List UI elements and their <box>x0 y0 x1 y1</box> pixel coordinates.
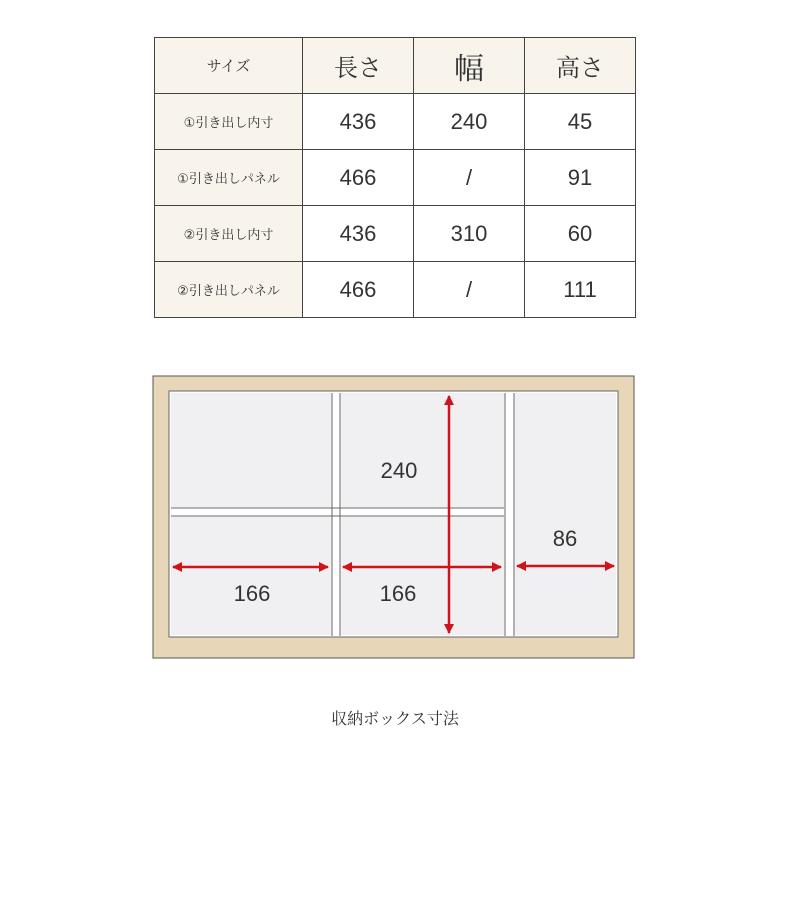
cell-height: 60 <box>525 206 636 262</box>
cell-height: 45 <box>525 94 636 150</box>
cell-height: 111 <box>525 262 636 318</box>
header-width: 幅 <box>414 38 525 94</box>
row-label: ②引き出し内寸 <box>155 206 303 262</box>
header-size: サイズ <box>155 38 303 94</box>
left-width-label: 166 <box>233 581 271 606</box>
right-width-label: 86 <box>552 526 578 551</box>
cell-length: 466 <box>303 150 414 206</box>
cell-width: 240 <box>414 94 525 150</box>
cell-width: / <box>414 150 525 206</box>
compartment-top-left <box>171 393 331 507</box>
header-length: 長さ <box>303 38 414 94</box>
cell-height: 91 <box>525 150 636 206</box>
cell-length: 436 <box>303 206 414 262</box>
depth-label: 240 <box>380 458 418 483</box>
row-label: ①引き出しパネル <box>155 150 303 206</box>
cell-length: 436 <box>303 94 414 150</box>
compartment-bottom-left <box>171 517 331 635</box>
middle-width-label: 166 <box>379 581 417 606</box>
diagram-caption: 収納ボックス寸法 <box>331 709 459 728</box>
header-height: 高さ <box>525 38 636 94</box>
compartment-bottom-middle <box>341 517 504 635</box>
row-label: ②引き出しパネル <box>155 262 303 318</box>
compartment-right <box>515 393 616 635</box>
cell-width: 310 <box>414 206 525 262</box>
cell-length: 466 <box>303 262 414 318</box>
row-label: ①引き出し内寸 <box>155 94 303 150</box>
compartment-top-middle <box>341 393 504 507</box>
cell-width: / <box>414 262 525 318</box>
